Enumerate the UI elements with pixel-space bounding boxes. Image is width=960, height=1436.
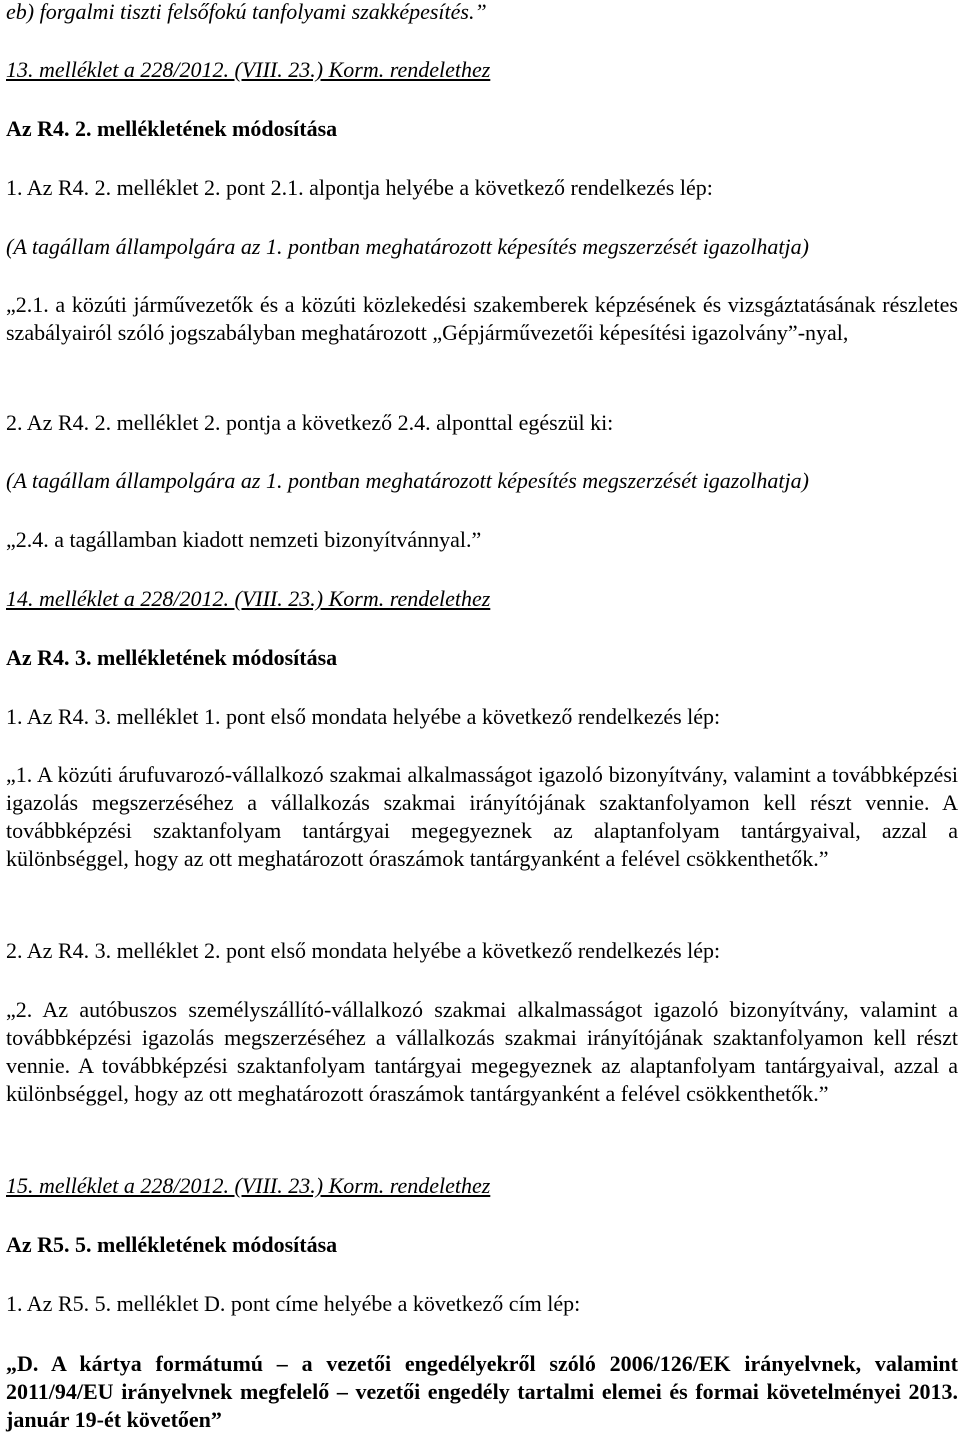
context-line: (A tagállam állampolgára az 1. pontban meghatározott képesítés megszerzését igazolhatja): [6, 234, 809, 259]
annex-heading-14: 14. melléklet a 228/2012. (VIII. 23.) Korm. rendelethez: [6, 586, 491, 611]
quoted-provision-2-4: „2.4. a tagállamban kiadott nemzeti bizonyítvánnyal.”: [6, 527, 482, 552]
closing-quote-line: eb) forgalmi tiszti felsőfokú tanfolyami szakképesítés.”: [6, 0, 487, 24]
amendment-paragraph: 1. Az R4. 3. melléklet 1. pont első mondata helyébe a következő rendelkezés lép:: [6, 704, 721, 729]
amendment-paragraph: 1. Az R5. 5. melléklet D. pont címe helyébe a következő cím lép:: [6, 1291, 581, 1316]
amendment-paragraph: 2. Az R4. 2. melléklet 2. pontja a következő 2.4. alponttal egészül ki:: [6, 410, 614, 435]
amendment-paragraph: 2. Az R4. 3. melléklet 2. pont első mondata helyébe a következő rendelkezés lép:: [6, 938, 721, 963]
quoted-provision-2-1: „2.1. a közúti járművezetők és a közúti közlekedési szakemberek képzésének és vizsgáztatásának részletes szabályairól szóló jogszabályban meghatározott „Gépjárművezetői képesítési igazolvány”-nyal,: [6, 292, 958, 345]
section-heading-r5-annex-5: Az R5. 5. mellékletének módosítása: [6, 1232, 338, 1257]
context-line: (A tagállam állampolgára az 1. pontban meghatározott képesítés megszerzését igazolhatja): [6, 468, 809, 493]
quoted-title-d: „D. A kártya formátumú – a vezetői engedélyekről szóló 2006/126/EK irányelvnek, valamint 2011/94/EU irányelvnek megfelelő – vezetői engedély tartalmi elemei és formai követelményei 2013. január 19-ét követően”: [6, 1351, 958, 1432]
quoted-provision-2: „2. Az autóbuszos személyszállító-vállalkozó szakmai alkalmasságot igazoló bizonyítvány, valamint a továbbképzési igazolás megszerzéséhez a vállalkozás szakmai irányítójának szaktanfolyamon kell részt vennie. A továbbképzési szaktanfolyam tantárgyai megegyeznek az alaptanfolyam tantárgyaival, azzal a különbséggel, hogy az ott meghatározott óraszámok tantárgyanként a felével csökkenthetők.”: [6, 997, 958, 1106]
annex-heading-15: 15. melléklet a 228/2012. (VIII. 23.) Korm. rendelethez: [6, 1173, 491, 1198]
quoted-provision-1: „1. A közúti árufuvarozó-vállalkozó szakmai alkalmasságot igazoló bizonyítvány, valamint a továbbképzési igazolás megszerzéséhez a vállalkozás szakmai irányítójának szaktanfolyamon kell részt vennie. A továbbképzési szaktanfolyam tantárgyai megegyeznek az alaptanfolyam tantárgyaival, azzal a különbséggel, hogy az ott meghatározott óraszámok tantárgyanként a felével csökkenthetők.”: [6, 762, 958, 871]
section-heading-r4-annex-2: Az R4. 2. mellékletének módosítása: [6, 116, 338, 141]
annex-heading-13: 13. melléklet a 228/2012. (VIII. 23.) Korm. rendelethez: [6, 57, 491, 82]
amendment-paragraph: 1. Az R4. 2. melléklet 2. pont 2.1. alpontja helyébe a következő rendelkezés lép:: [6, 175, 713, 200]
section-heading-r4-annex-3: Az R4. 3. mellékletének módosítása: [6, 645, 338, 670]
